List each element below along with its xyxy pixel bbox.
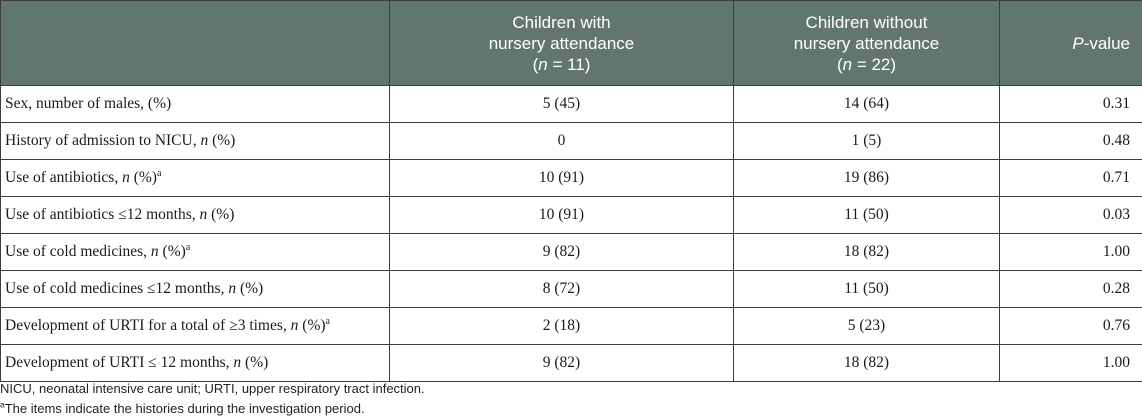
row-label — [1, 123, 390, 160]
row-label-suffix: (%) — [298, 317, 326, 334]
row-label-suffix: (%) — [208, 132, 236, 149]
row-label-variable: n — [233, 354, 242, 371]
cell-without-nursery: 11 (50) — [734, 197, 1000, 234]
cell-with-nursery: 9 (82) — [390, 234, 734, 271]
row-label — [1, 271, 390, 308]
table-row — [1, 197, 1142, 234]
table-row — [1, 123, 1142, 160]
row-label-suffix: (%) — [241, 354, 269, 371]
header-p-rest: -value — [1083, 33, 1130, 53]
cell-with-nursery: 9 (82) — [390, 345, 734, 382]
cell-with-nursery: 5 (45) — [390, 86, 734, 123]
cell-p-value: 0.31 — [1000, 86, 1142, 123]
footnote-abbreviations: NICU, neonatal intensive care unit; URTI, upper respiratory tract infection. — [0, 381, 425, 396]
row-label-suffix: (%) — [207, 206, 235, 223]
header-p-value — [1000, 1, 1142, 86]
row-label-variable: n — [200, 132, 209, 149]
table-row — [1, 345, 1142, 382]
cell-with-nursery: 10 (91) — [390, 160, 734, 197]
row-label-variable: n — [199, 206, 208, 223]
cell-without-nursery: 14 (64) — [734, 86, 1000, 123]
row-label — [1, 86, 390, 123]
table-header — [1, 1, 1142, 86]
cell-p-value: 1.00 — [1000, 234, 1142, 271]
table-row — [1, 308, 1142, 345]
row-label — [1, 160, 390, 197]
row-label-suffix: (%) — [236, 280, 264, 297]
table-row — [1, 160, 1142, 197]
cell-without-nursery: 5 (23) — [734, 308, 1000, 345]
cell-without-nursery: 18 (82) — [734, 234, 1000, 271]
header-with-n-var: n — [538, 54, 548, 74]
row-label-variable: n — [290, 317, 299, 334]
cell-p-value: 0.03 — [1000, 197, 1142, 234]
header-with-line1: Children with — [512, 12, 611, 32]
header-without-line2: nursery attendance — [793, 33, 940, 53]
table-row — [1, 271, 1142, 308]
cell-with-nursery: 8 (72) — [390, 271, 734, 308]
row-label-text: Use of cold medicines, — [5, 243, 151, 260]
row-label-text: History of admission to NICU, — [5, 132, 201, 149]
row-label-text: Development of URTI for a total of ≥3 times, — [5, 317, 291, 334]
row-label-suffix: (%) — [129, 169, 157, 186]
table-row — [1, 234, 1142, 271]
header-p-italic: P — [1072, 33, 1084, 53]
footnote-a-mark: a — [0, 399, 5, 410]
header-without-n-open: ( — [836, 54, 843, 74]
header-without-line1: Children without — [805, 12, 928, 32]
row-label-variable: n — [150, 243, 159, 260]
table-row — [1, 86, 1142, 123]
cell-p-value: 0.48 — [1000, 123, 1142, 160]
cell-with-nursery: 0 — [390, 123, 734, 160]
row-label-variable: n — [228, 280, 237, 297]
cell-without-nursery: 18 (82) — [734, 345, 1000, 382]
footnote-a — [0, 399, 425, 419]
row-label — [1, 197, 390, 234]
header-with-line2: nursery attendance — [488, 33, 635, 53]
footnotes — [0, 379, 425, 419]
table-body — [1, 86, 1142, 382]
cell-without-nursery: 19 (86) — [734, 160, 1000, 197]
row-label-footnote-mark: a — [185, 241, 191, 253]
header-with-n-rest: = 11) — [547, 54, 591, 74]
cell-without-nursery: 11 (50) — [734, 271, 1000, 308]
row-label-text: Use of antibiotics, — [5, 169, 123, 186]
row-label-text: Development of URTI ≤ 12 months, — [5, 354, 234, 371]
row-label-suffix: (%) — [158, 243, 186, 260]
row-label — [1, 234, 390, 271]
row-label — [1, 345, 390, 382]
row-label-text: Use of antibiotics ≤12 months, — [5, 206, 200, 223]
header-without-n-rest: = 22) — [852, 54, 897, 74]
row-label — [1, 308, 390, 345]
row-label-footnote-mark: a — [325, 315, 330, 327]
cell-p-value: 0.28 — [1000, 271, 1142, 308]
footnote-a-text: The items indicate the histories during the investigation period. — [4, 401, 365, 416]
header-without-n-var: n — [842, 54, 853, 74]
header-without-nursery — [734, 1, 1000, 86]
cell-p-value: 1.00 — [1000, 345, 1142, 382]
header-row — [1, 1, 1142, 86]
header-with-n-open: ( — [532, 54, 539, 74]
cell-without-nursery: 1 (5) — [734, 123, 1000, 160]
row-label-text: Sex, number of males, (%) — [5, 95, 172, 112]
cell-with-nursery: 2 (18) — [390, 308, 734, 345]
cell-p-value: 0.76 — [1000, 308, 1142, 345]
row-label-text: Use of cold medicines ≤12 months, — [5, 280, 229, 297]
cell-with-nursery: 10 (91) — [390, 197, 734, 234]
row-label-variable: n — [122, 169, 130, 186]
header-cell-empty — [1, 1, 390, 86]
header-with-nursery — [390, 1, 734, 86]
cell-p-value: 0.71 — [1000, 160, 1142, 197]
row-label-footnote-mark: a — [156, 167, 162, 179]
